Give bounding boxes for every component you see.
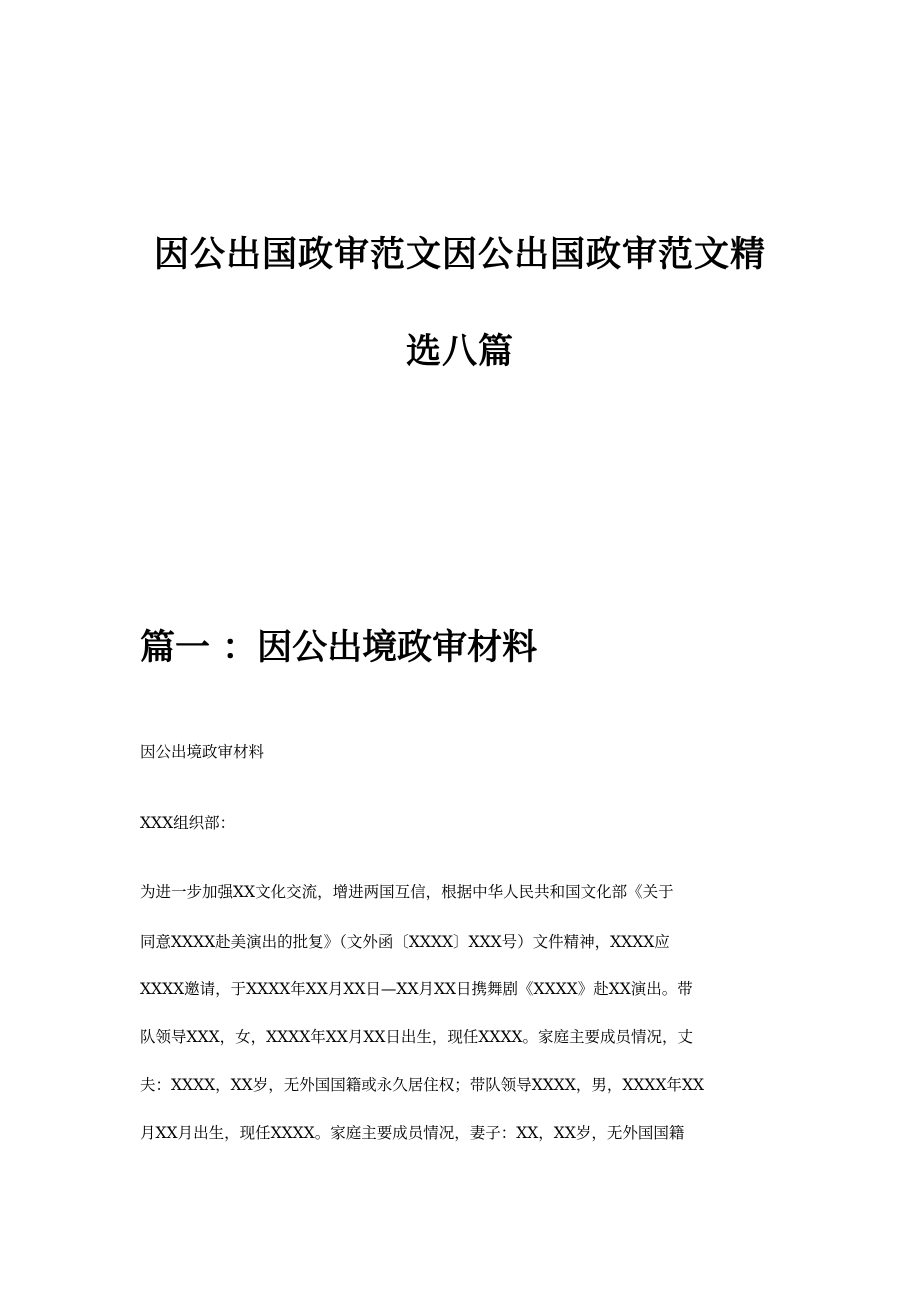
salutation: XXX组织部：	[140, 814, 236, 832]
section-heading: 篇一 ：因公出境政审材料	[140, 627, 538, 668]
body-text-line: 月XX月出生，现任XXXX。家庭主要成员情况，妻子：XX，XX岁，无外国国籍	[140, 1124, 685, 1142]
body-text-line: 同意XXXX赴美演出的批复》（文外函〔XXXX〕XXX号）文件精神，XXXX应	[140, 933, 670, 951]
document-title-line-2: 选八篇	[405, 331, 514, 372]
body-text-line: XXXX邀请，于XXXX年XX月XX日—XX月XX日携舞剧《XXXX》赴XX演出。带	[140, 980, 693, 998]
body-text-line: 为进一步加强XX文化交流，增进两国互信，根据中华人民共和国文化部《关于	[140, 883, 674, 901]
body-text-line: 夫：XXXX，XX岁，无外国国籍或永久居住权；带队领导XXXX，男，XXXX年XX	[140, 1076, 705, 1094]
document-title-line-1: 因公出国政审范文因公出国政审范文精	[153, 234, 766, 275]
section-subtitle: 因公出境政审材料	[140, 743, 265, 761]
body-text-line: 队领导XXX，女，XXXX年XX月XX日出生，现任XXXX。家庭主要成员情况，丈	[140, 1028, 694, 1046]
